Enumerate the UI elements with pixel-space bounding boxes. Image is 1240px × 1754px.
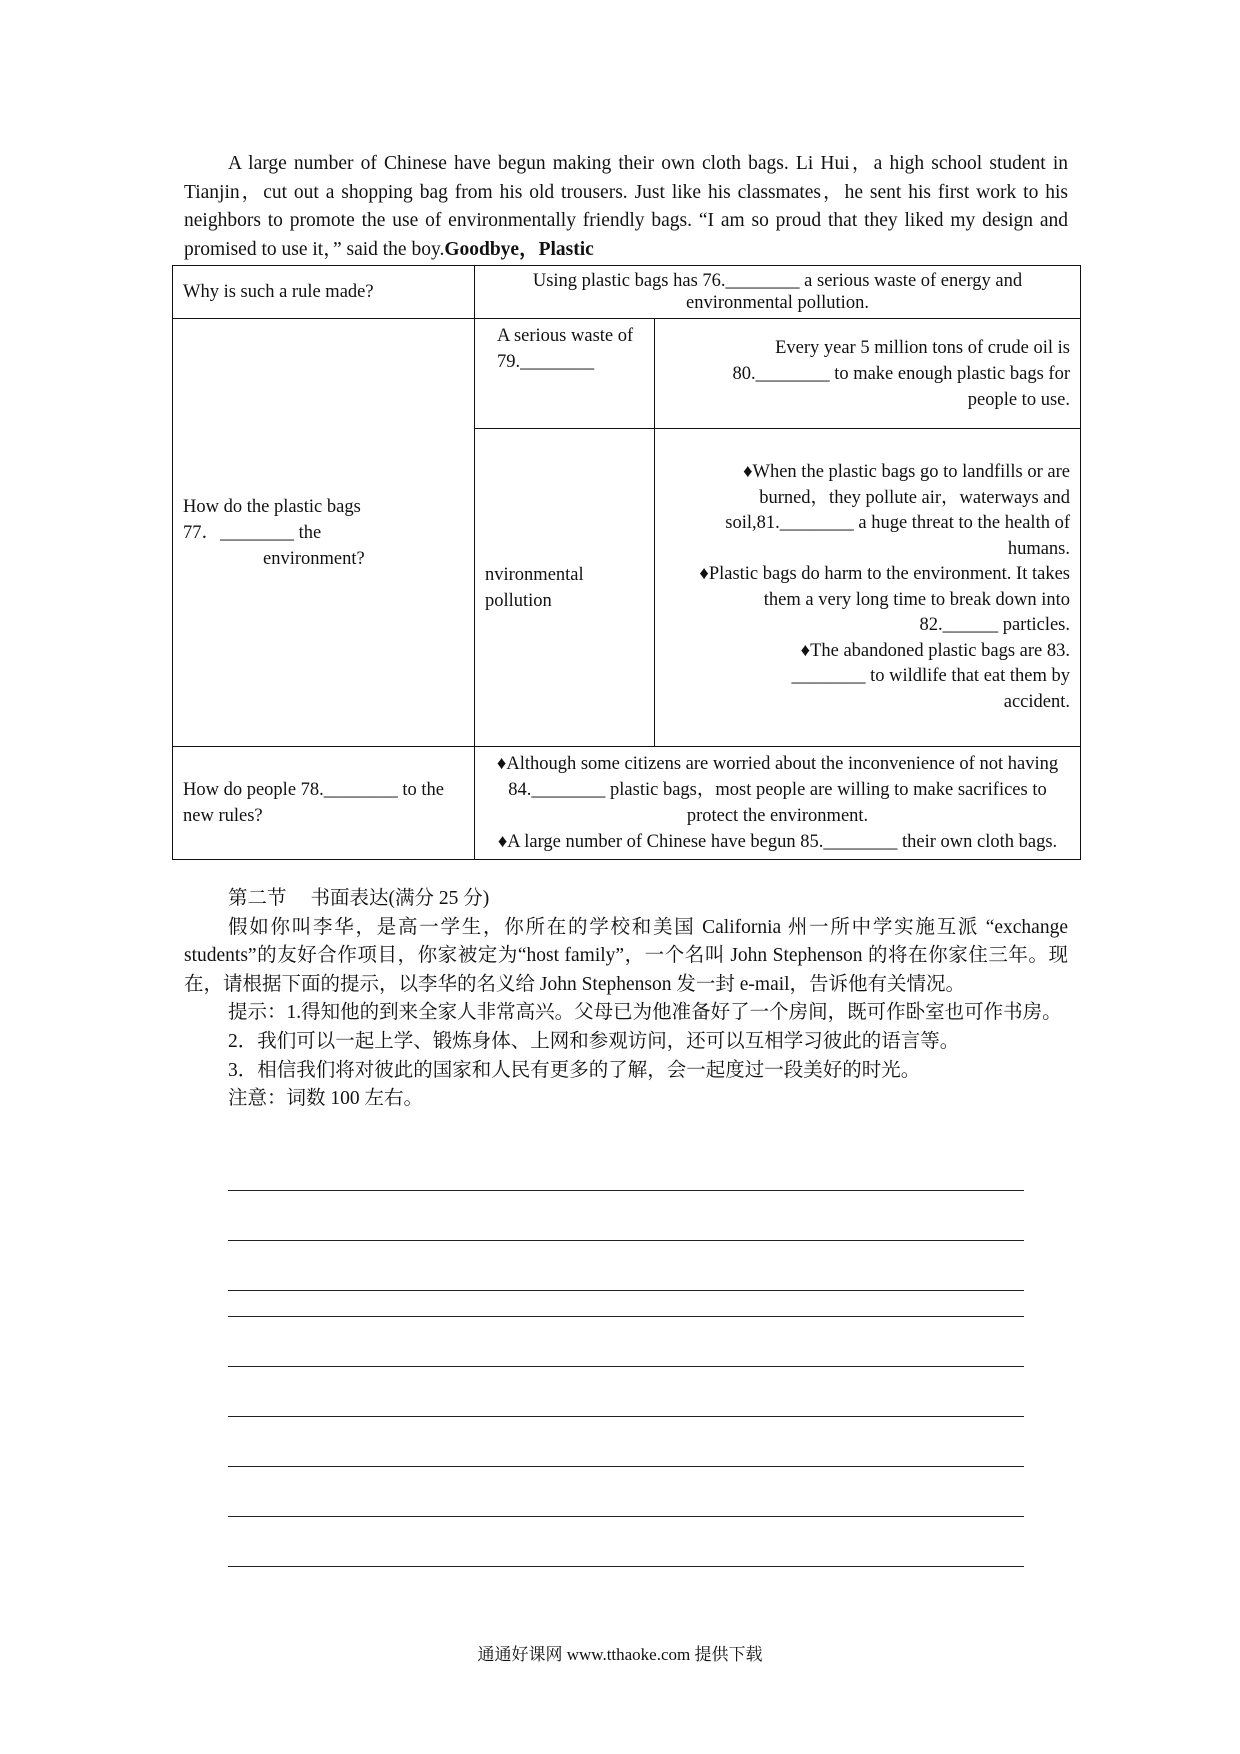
table-row: [173, 747, 1081, 860]
answer-line: [228, 1516, 1024, 1517]
table-row: [173, 319, 1081, 429]
answer-line: [228, 1190, 1024, 1191]
question-line: 77．________ the: [183, 522, 322, 543]
bullet-item: ♦When the plastic bags go to landfills or are burned，they pollute air，waterways and soil,81.________ a huge threat to the health of humans.: [725, 462, 1070, 559]
bullet-item: ♦A large number of Chinese have begun 85.________ their own cloth bags.: [497, 832, 1058, 852]
passage-text: A large number of Chinese have begun making their own cloth bags. Li Hui，a high school student in Tianjin，cut out a shopping bag from his old trousers. Just like his classmates，he sent his first work to his neighbors to promote the use of environmentally friendly bags. “I am so proud that they liked my design and promised to use it，” said the boy.: [184, 153, 1068, 260]
answer-line: [228, 1366, 1024, 1367]
passage-bold-tail: Goodbye，Plastic: [444, 238, 594, 260]
writing-note: 注意：词数 100 左右。: [228, 1088, 424, 1110]
page-footer: 通通好课网 www.tthaoke.com 提供下载: [477, 1645, 763, 1664]
answer-line: [228, 1416, 1024, 1417]
bullet-item: ♦Although some citizens are worried about the inconvenience of not having 84.________ plastic bags，most people are willing to make sacrifices to protect the environment.: [496, 754, 1059, 826]
section-title: 书面表达(满分 25 分): [310, 888, 490, 909]
summary-table: [172, 265, 1081, 860]
sub-label-cell: A serious waste of 79.________: [475, 319, 655, 429]
answer-line: [228, 1290, 1024, 1291]
writing-hint: 提示：1.得知他的到来全家人非常高兴。父母已为他准备好了一个房间，既可作卧室也可作书房。: [228, 1002, 1062, 1024]
sub-label-cell: nvironmental pollution: [475, 429, 655, 747]
answer-line: [228, 1240, 1024, 1241]
section-label: 第二节: [228, 888, 287, 909]
question-cell: [173, 319, 475, 747]
question-cell: How do people 78.________ to the new rules?: [173, 747, 475, 860]
answer-cell: [475, 747, 1081, 860]
sub-text-cell: Every year 5 million tons of crude oil is 80.________ to make enough plastic bags for people to use.: [655, 319, 1081, 429]
writing-hint: 2．我们可以一起上学、锻炼身体、上网和参观访问，还可以互相学习彼此的语言等。: [228, 1030, 960, 1052]
answer-line: [228, 1566, 1024, 1567]
answer-cell: Using plastic bags has 76.________ a serious waste of energy and environmental pollution.: [475, 266, 1081, 319]
answer-line: [228, 1466, 1024, 1467]
table-row: [173, 266, 1081, 319]
writing-hint: 3．相信我们将对彼此的国家和人民有更多的了解，会一起度过一段美好的时光。: [228, 1059, 921, 1081]
answer-line: [228, 1316, 1024, 1317]
question-cell: Why is such a rule made?: [173, 266, 475, 319]
bullet-item: ♦Plastic bags do harm to the environment. It takes them a very long time to break down into 82.______ particles.: [699, 564, 1070, 635]
sub-text-cell: [655, 429, 1081, 747]
writing-prompt: 假如你叫李华，是高一学生，你所在的学校和美国 California 州一所中学实施互派 “exchange students”的友好合作项目，你家被定为“host family”，一个名叫 John Stephenson 的将在你家住三年。现在，请根据下面的提示，以李华的名义给 John Stephenson 发一封 e-mail，告诉他有关情况。: [184, 916, 1068, 995]
passage-paragraph: [184, 150, 1068, 264]
question-line: How do the plastic bags: [183, 496, 361, 517]
question-line: environment?: [263, 548, 365, 569]
writing-section: [184, 885, 1068, 1114]
section-heading: [184, 885, 1068, 914]
reading-passage: [184, 150, 1068, 264]
bullet-item: ♦The abandoned plastic bags are 83. ________ to wildlife that eat them by accident.: [791, 640, 1070, 712]
